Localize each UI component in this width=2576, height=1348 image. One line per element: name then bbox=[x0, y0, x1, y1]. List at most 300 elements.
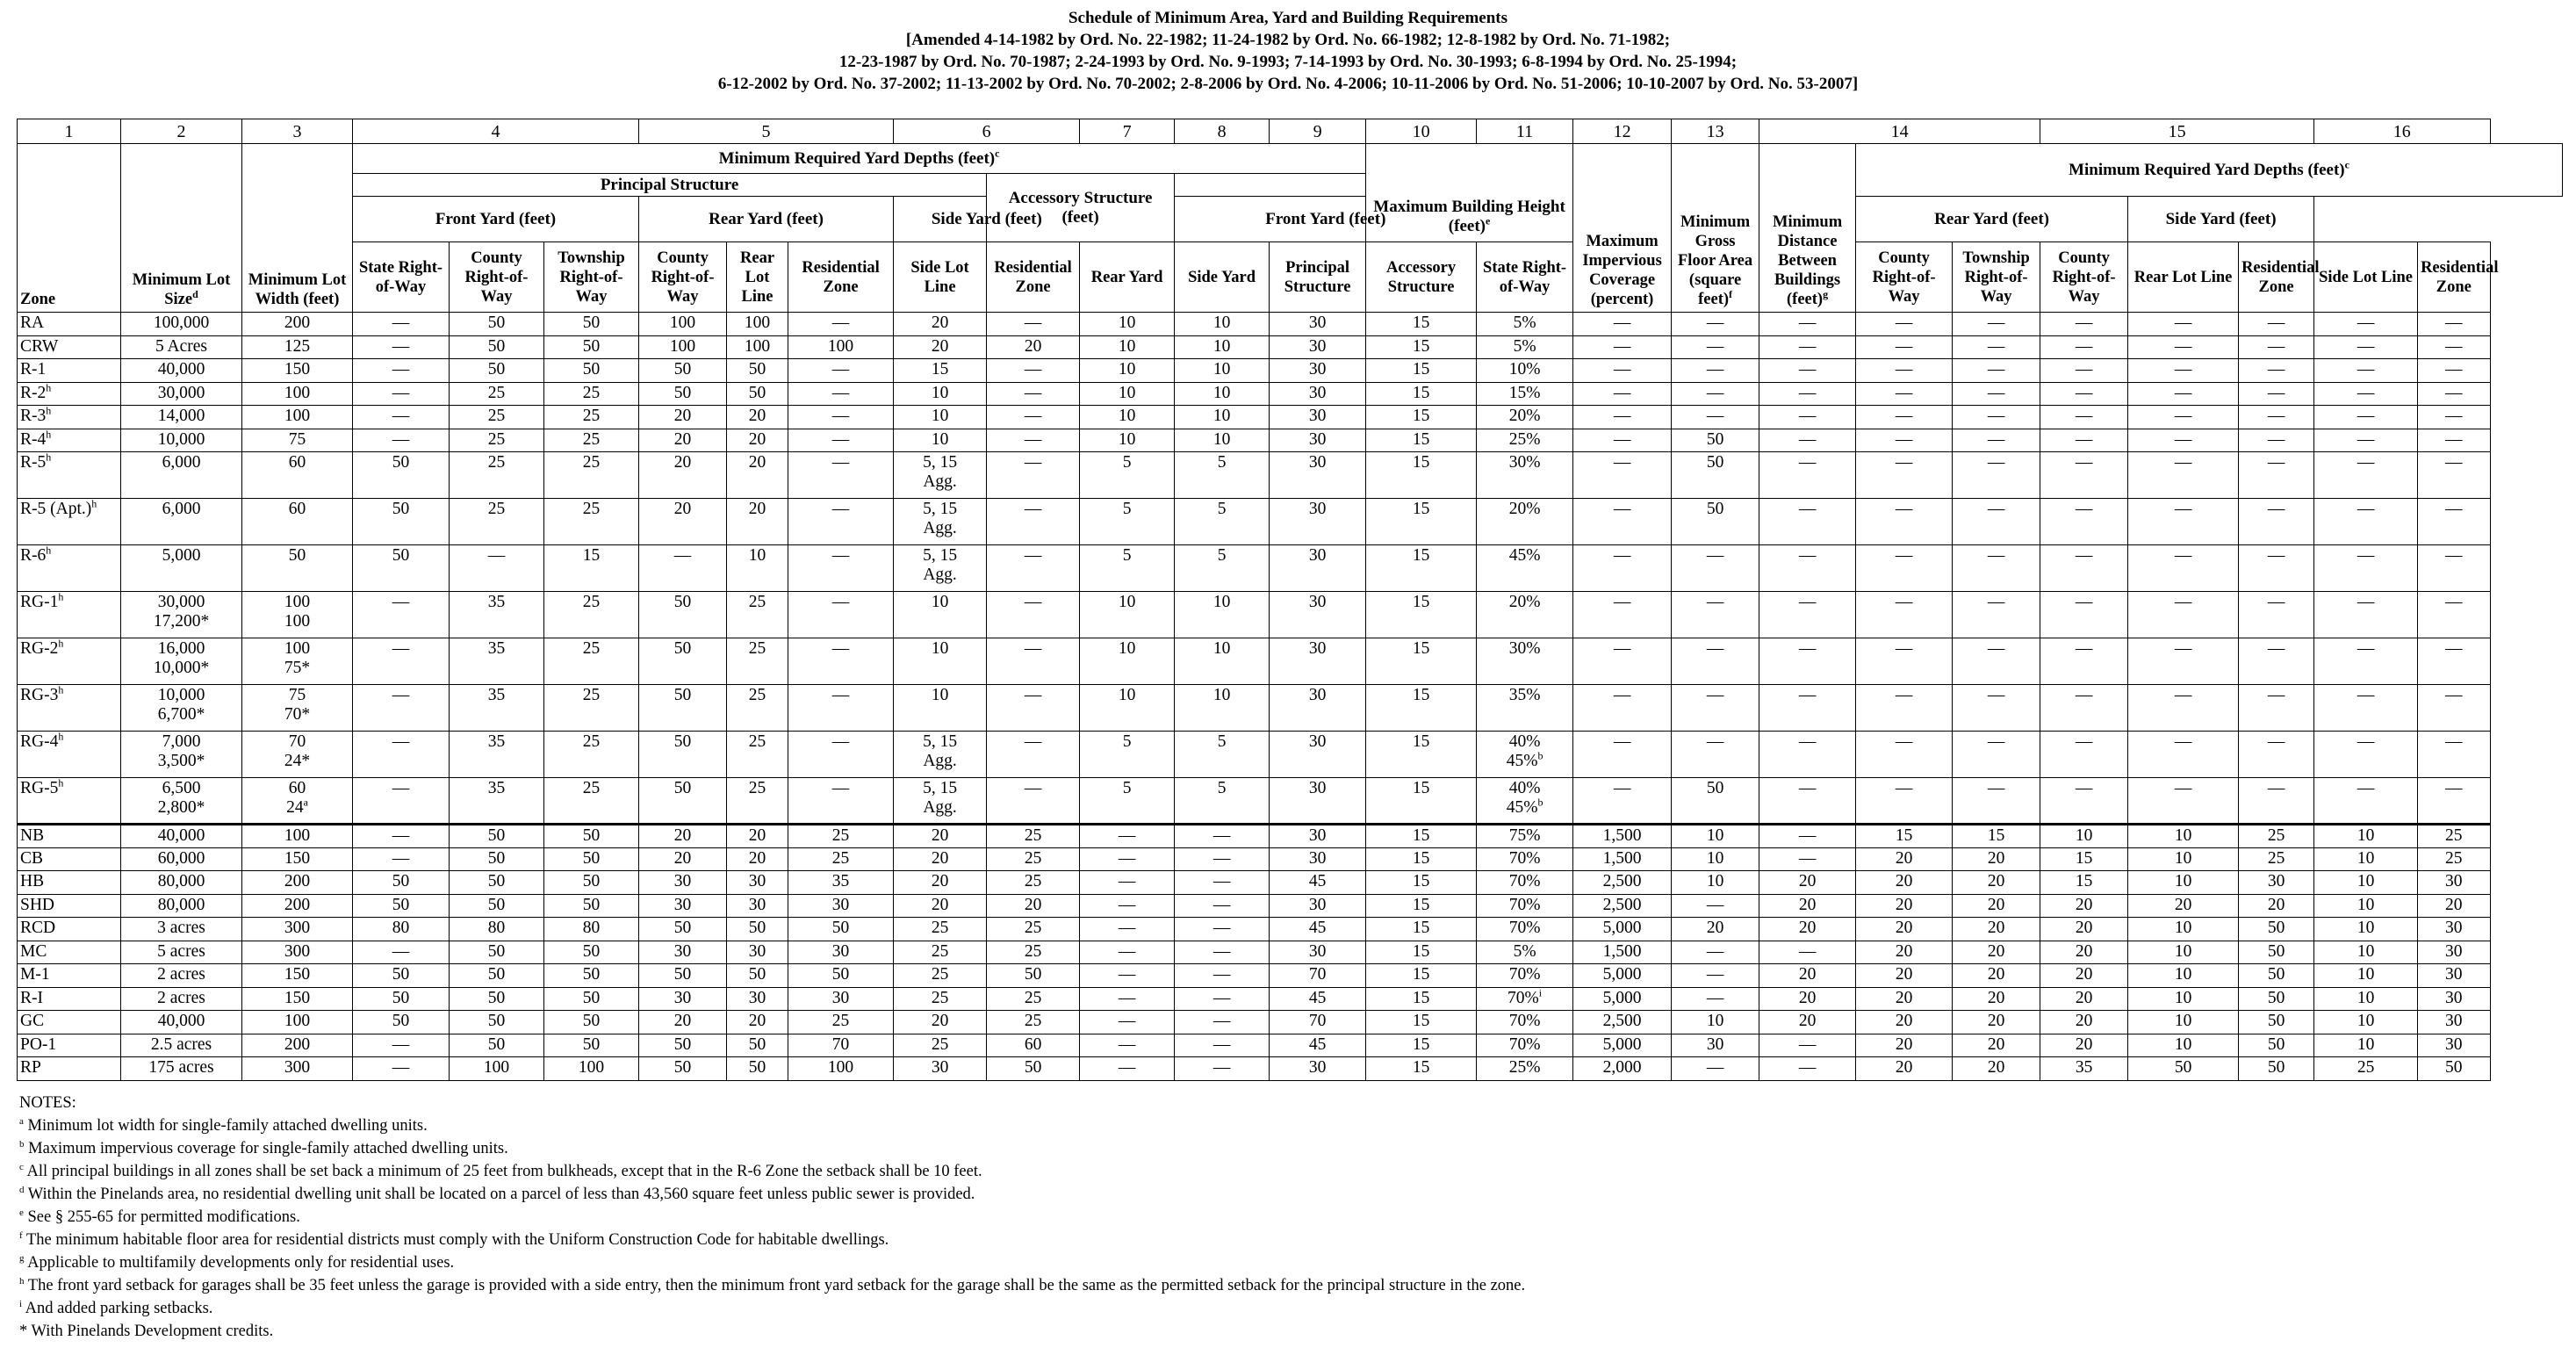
table-cell: 10 bbox=[2040, 825, 2128, 848]
table-cell: 30 bbox=[1270, 382, 1366, 406]
table-cell: — bbox=[2314, 732, 2418, 778]
table-cell: 10 bbox=[2128, 964, 2239, 988]
table-cell: 10 bbox=[894, 382, 987, 406]
table-cell: — bbox=[1856, 592, 1953, 638]
table-cell: — bbox=[353, 1034, 450, 1057]
table-cell: 5,000 bbox=[1573, 987, 1672, 1011]
table-cell: — bbox=[1175, 918, 1270, 941]
table-cell: 50 bbox=[727, 1034, 788, 1057]
table-cell: — bbox=[353, 313, 450, 336]
table-cell: 20 bbox=[2040, 1011, 2128, 1034]
table-cell: 30 bbox=[2239, 871, 2314, 895]
table-cell: 50 bbox=[2239, 964, 2314, 988]
note-item: $^i$ And added parking setbacks. bbox=[19, 1298, 213, 1317]
table-cell: 50 bbox=[544, 941, 639, 964]
table-cell: — bbox=[1856, 406, 1953, 429]
table-cell: 50 bbox=[544, 894, 639, 918]
table-cell: — bbox=[1573, 499, 1672, 545]
table-cell: 20 bbox=[2418, 894, 2490, 918]
table-cell: 30% bbox=[1477, 638, 1573, 685]
page-title: Schedule of Minimum Area, Yard and Building Requirements bbox=[1068, 9, 1508, 27]
table-cell: 45% bbox=[1477, 545, 1573, 592]
table-cell: — bbox=[1759, 313, 1856, 336]
table-cell: — bbox=[2314, 499, 2418, 545]
table-cell: — bbox=[1672, 406, 1759, 429]
table-cell: 25 bbox=[544, 638, 639, 685]
table-cell: 60 bbox=[987, 1034, 1080, 1057]
table-cell: — bbox=[1856, 685, 1953, 732]
table-cell: 50 bbox=[544, 987, 639, 1011]
table-cell: — bbox=[2239, 313, 2314, 336]
table-cell: — bbox=[788, 499, 894, 545]
table-row bbox=[18, 1011, 2563, 1034]
column-number: 15 bbox=[2040, 119, 2314, 144]
table-cell: 50 bbox=[1672, 499, 1759, 545]
table-cell: — bbox=[1672, 359, 1759, 383]
table-row bbox=[18, 499, 2563, 545]
table-cell: 50 bbox=[353, 499, 450, 545]
table-cell: 50 bbox=[353, 871, 450, 895]
table-cell: 60,000 bbox=[121, 847, 242, 871]
table-cell: — bbox=[353, 685, 450, 732]
table-cell: — bbox=[1759, 825, 1856, 848]
table-cell: — bbox=[2040, 335, 2128, 359]
table-cell: — bbox=[2128, 732, 2239, 778]
table-cell: — bbox=[1856, 545, 1953, 592]
column-number: 3 bbox=[242, 119, 353, 144]
table-cell: — bbox=[2314, 429, 2418, 452]
column-number: 13 bbox=[1672, 119, 1759, 144]
table-cell: — bbox=[1953, 638, 2040, 685]
table-cell: 10 bbox=[2314, 847, 2418, 871]
table-row bbox=[18, 871, 2563, 895]
zone-cell: SHD bbox=[18, 894, 121, 918]
table-cell: 50 bbox=[639, 918, 727, 941]
table-cell: 20 bbox=[727, 825, 788, 848]
table-cell: — bbox=[1856, 429, 1953, 452]
table-cell: — bbox=[2128, 382, 2239, 406]
table-cell: — bbox=[2239, 732, 2314, 778]
column-number: 6 bbox=[894, 119, 1080, 144]
table-cell: — bbox=[1856, 638, 1953, 685]
table-cell: 10 bbox=[1080, 685, 1175, 732]
header-front-yard-right: Front Yard (feet) bbox=[1175, 197, 1477, 242]
table-cell: — bbox=[2040, 638, 2128, 685]
table-cell: 100 bbox=[242, 825, 353, 848]
table-cell: 10% bbox=[1477, 359, 1573, 383]
table-cell: — bbox=[2040, 778, 2128, 825]
table-cell: 30,000 17,200* bbox=[121, 592, 242, 638]
table-cell: — bbox=[1672, 964, 1759, 988]
table-cell: — bbox=[1080, 847, 1175, 871]
table-row bbox=[18, 1057, 2563, 1081]
table-cell: 50 bbox=[450, 359, 544, 383]
table-cell: 2 acres bbox=[121, 964, 242, 988]
table-cell: 50 bbox=[987, 964, 1080, 988]
header-zone: Zone bbox=[18, 144, 121, 313]
table-cell: 10,000 6,700* bbox=[121, 685, 242, 732]
table-cell: 50 bbox=[639, 732, 727, 778]
table-cell: 100 bbox=[788, 1057, 894, 1081]
table-cell: — bbox=[2418, 545, 2490, 592]
table-cell: 10 bbox=[2128, 1011, 2239, 1034]
table-cell: 50 bbox=[639, 685, 727, 732]
table-cell: — bbox=[788, 359, 894, 383]
table-cell: — bbox=[2314, 685, 2418, 732]
table-cell: 20 bbox=[894, 335, 987, 359]
table-cell: 40% 45%$^b$ bbox=[1477, 732, 1573, 778]
table-cell: 75 bbox=[242, 429, 353, 452]
table-cell: 20 bbox=[1759, 918, 1856, 941]
table-cell: — bbox=[788, 685, 894, 732]
table-cell: 30 bbox=[788, 941, 894, 964]
table-cell: 35 bbox=[450, 685, 544, 732]
table-cell: — bbox=[987, 429, 1080, 452]
zone-cell: RG-4$^h$ bbox=[18, 732, 121, 778]
table-cell: 15 bbox=[1953, 825, 2040, 848]
table-cell: — bbox=[788, 545, 894, 592]
table-cell: — bbox=[1175, 894, 1270, 918]
table-cell: 30 bbox=[1270, 499, 1366, 545]
table-cell: 10 bbox=[1175, 685, 1270, 732]
table-cell: 50 bbox=[2128, 1057, 2239, 1081]
table-cell: 60 24$^a$ bbox=[242, 778, 353, 825]
table-cell: 35 bbox=[450, 638, 544, 685]
note-item: $^h$ The front yard setback for garages shall be 35 feet unless the garage is provided with a side entry, then the minimum front yard setback for the garage shall be the same as the permitted setback for the principal structure in the zone. bbox=[19, 1275, 1526, 1294]
table-cell: 50 bbox=[544, 847, 639, 871]
table-cell: 20 bbox=[1856, 964, 1953, 988]
table-cell: — bbox=[1573, 429, 1672, 452]
table-cell: — bbox=[1573, 313, 1672, 336]
table-cell: 100 bbox=[639, 335, 727, 359]
table-cell: 70 24* bbox=[242, 732, 353, 778]
table-cell: 5 bbox=[1080, 499, 1175, 545]
table-cell: — bbox=[1953, 359, 2040, 383]
table-cell: 20 bbox=[1953, 987, 2040, 1011]
table-cell: 6,000 bbox=[121, 452, 242, 499]
table-cell: — bbox=[353, 847, 450, 871]
table-cell: 70%$^i$ bbox=[1477, 987, 1573, 1011]
header-rear-yard-right: Rear Yard (feet) bbox=[1856, 197, 2128, 242]
table-cell: — bbox=[1573, 382, 1672, 406]
table-cell: — bbox=[987, 499, 1080, 545]
schedule-table bbox=[17, 119, 2563, 1081]
table-cell: 50 bbox=[450, 894, 544, 918]
table-cell: 50 bbox=[727, 359, 788, 383]
table-cell: 15 bbox=[1366, 452, 1477, 499]
table-cell: 10 bbox=[1175, 592, 1270, 638]
table-cell: — bbox=[2128, 499, 2239, 545]
table-cell: — bbox=[353, 335, 450, 359]
header-acc-side-yard: Side Yard bbox=[1175, 242, 1270, 313]
table-cell: — bbox=[2239, 335, 2314, 359]
header-township-row: Township Right-of-Way bbox=[1953, 242, 2040, 313]
table-cell: 10 bbox=[1080, 335, 1175, 359]
table-cell: — bbox=[1672, 1057, 1759, 1081]
table-cell: — bbox=[1759, 732, 1856, 778]
zone-cell: MC bbox=[18, 941, 121, 964]
zone-cell: RA bbox=[18, 313, 121, 336]
table-cell: 10 bbox=[2314, 871, 2418, 895]
table-cell: 15 bbox=[1366, 894, 1477, 918]
table-cell: 50 bbox=[639, 1034, 727, 1057]
header-acc-rear-yard: Rear Yard bbox=[1080, 242, 1175, 313]
table-cell: — bbox=[450, 545, 544, 592]
table-cell: 10 bbox=[1175, 406, 1270, 429]
table-cell: — bbox=[1759, 382, 1856, 406]
table-cell: 50 bbox=[353, 964, 450, 988]
table-cell: 30 bbox=[2418, 918, 2490, 941]
table-cell: — bbox=[1672, 732, 1759, 778]
table-cell: 25 bbox=[2418, 847, 2490, 871]
table-cell: — bbox=[2239, 685, 2314, 732]
table-cell: 1,500 bbox=[1573, 825, 1672, 848]
table-cell: 20 bbox=[1759, 871, 1856, 895]
table-cell: — bbox=[1856, 452, 1953, 499]
table-cell: 10 bbox=[1175, 335, 1270, 359]
table-cell: 300 bbox=[242, 918, 353, 941]
table-cell: 10,000 bbox=[121, 429, 242, 452]
table-cell: 20 bbox=[1953, 871, 2040, 895]
title-block bbox=[0, 7, 2576, 95]
table-cell: 25 bbox=[2239, 825, 2314, 848]
table-cell: — bbox=[2314, 313, 2418, 336]
table-cell: 25% bbox=[1477, 1057, 1573, 1081]
table-cell: 20 bbox=[1856, 1011, 1953, 1034]
table-cell: 20 bbox=[987, 335, 1080, 359]
table-cell: 60 bbox=[242, 452, 353, 499]
table-cell: — bbox=[1759, 406, 1856, 429]
table-cell: 5,000 bbox=[1573, 918, 1672, 941]
table-cell: 6,500 2,800* bbox=[121, 778, 242, 825]
table-cell: 30 bbox=[639, 941, 727, 964]
table-cell: 10 bbox=[894, 592, 987, 638]
table-cell: 20 bbox=[639, 429, 727, 452]
table-cell: — bbox=[2128, 429, 2239, 452]
table-cell: 45 bbox=[1270, 987, 1366, 1011]
table-cell: 25 bbox=[894, 987, 987, 1011]
table-cell: — bbox=[788, 732, 894, 778]
table-cell: 35 bbox=[2040, 1057, 2128, 1081]
zone-cell: NB bbox=[18, 825, 121, 848]
table-cell: 80 bbox=[544, 918, 639, 941]
table-cell: — bbox=[2239, 778, 2314, 825]
table-cell: — bbox=[639, 545, 727, 592]
table-cell: — bbox=[1759, 638, 1856, 685]
table-cell: 20 bbox=[1953, 1011, 2040, 1034]
table-cell: 30,000 bbox=[121, 382, 242, 406]
table-cell: 25 bbox=[727, 685, 788, 732]
table-cell: — bbox=[1080, 964, 1175, 988]
table-cell: 14,000 bbox=[121, 406, 242, 429]
table-cell: — bbox=[2239, 359, 2314, 383]
table-cell: — bbox=[788, 452, 894, 499]
table-cell: — bbox=[1672, 545, 1759, 592]
zone-cell: R-6$^h$ bbox=[18, 545, 121, 592]
table-cell: 10 bbox=[1175, 359, 1270, 383]
header-residential-zone: Residential Zone bbox=[788, 242, 894, 313]
table-cell: 35 bbox=[450, 592, 544, 638]
table-cell: 25 bbox=[788, 1011, 894, 1034]
header-min-yard-depths: Minimum Required Yard Depths (feet)$^c$ bbox=[353, 144, 1366, 174]
table-cell: — bbox=[2239, 592, 2314, 638]
table-cell: — bbox=[1953, 545, 2040, 592]
table-cell: — bbox=[1080, 1057, 1175, 1081]
table-cell: — bbox=[2418, 429, 2490, 452]
table-cell: 50 bbox=[450, 941, 544, 964]
table-cell: 30 bbox=[727, 894, 788, 918]
table-cell: 10 bbox=[2314, 918, 2418, 941]
table-cell: 20 bbox=[1953, 1057, 2040, 1081]
table-cell: — bbox=[2239, 406, 2314, 429]
table-cell: 25 bbox=[987, 1011, 1080, 1034]
table-cell: 35 bbox=[450, 732, 544, 778]
table-cell: 5% bbox=[1477, 941, 1573, 964]
table-cell: — bbox=[1953, 335, 2040, 359]
table-cell: 20 bbox=[894, 871, 987, 895]
column-number: 7 bbox=[1080, 119, 1175, 144]
table-cell: — bbox=[2418, 313, 2490, 336]
table-cell: 25 bbox=[987, 987, 1080, 1011]
table-cell: 70 bbox=[788, 1034, 894, 1057]
table-cell: — bbox=[1573, 592, 1672, 638]
table-cell: 20 bbox=[1759, 964, 1856, 988]
table-cell: 20 bbox=[1856, 871, 1953, 895]
table-cell: 70% bbox=[1477, 847, 1573, 871]
table-cell: 20 bbox=[2040, 894, 2128, 918]
table-cell: 50 bbox=[544, 359, 639, 383]
table-cell: 70% bbox=[1477, 918, 1573, 941]
header-rear-lot-line: Rear Lot Line bbox=[727, 242, 788, 313]
table-cell: 5,000 bbox=[121, 545, 242, 592]
table-row bbox=[18, 335, 2563, 359]
table-cell: 20 bbox=[1672, 918, 1759, 941]
table-cell: — bbox=[987, 382, 1080, 406]
table-cell: 20 bbox=[727, 429, 788, 452]
table-cell: — bbox=[2128, 335, 2239, 359]
table-cell: — bbox=[1573, 545, 1672, 592]
table-cell: 5 bbox=[1175, 499, 1270, 545]
table-cell: 2,500 bbox=[1573, 871, 1672, 895]
table-cell: 35 bbox=[450, 778, 544, 825]
zone-cell: CRW bbox=[18, 335, 121, 359]
table-cell: 5,000 bbox=[1573, 964, 1672, 988]
table-cell: — bbox=[788, 382, 894, 406]
table-cell: 25 bbox=[727, 638, 788, 685]
table-cell: 20% bbox=[1477, 592, 1573, 638]
table-cell: 20 bbox=[1759, 894, 1856, 918]
table-cell: 15 bbox=[1366, 545, 1477, 592]
table-cell: 50 bbox=[639, 964, 727, 988]
header-max-building-height: Maximum Building Height (feet)$^e$ bbox=[1366, 144, 1573, 242]
table-cell: — bbox=[788, 638, 894, 685]
table-cell: 15 bbox=[1366, 359, 1477, 383]
table-cell: 10 bbox=[2128, 987, 2239, 1011]
table-cell: — bbox=[2128, 638, 2239, 685]
schedule-body bbox=[18, 313, 2563, 1081]
table-cell: — bbox=[1672, 685, 1759, 732]
table-cell: — bbox=[353, 778, 450, 825]
table-row bbox=[18, 638, 2563, 685]
table-cell: — bbox=[1573, 685, 1672, 732]
table-cell: — bbox=[1175, 1057, 1270, 1081]
table-cell: 25 bbox=[544, 778, 639, 825]
table-cell: 50 bbox=[639, 382, 727, 406]
table-cell: 70% bbox=[1477, 894, 1573, 918]
table-cell: — bbox=[987, 545, 1080, 592]
table-cell: — bbox=[1672, 382, 1759, 406]
table-cell: 5 bbox=[1080, 452, 1175, 499]
table-cell: — bbox=[1953, 382, 2040, 406]
table-cell: 20 bbox=[987, 894, 1080, 918]
table-cell: — bbox=[1573, 406, 1672, 429]
column-number: 5 bbox=[639, 119, 894, 144]
table-cell: 25 bbox=[544, 685, 639, 732]
table-cell: — bbox=[2040, 382, 2128, 406]
table-cell: 45 bbox=[1270, 918, 1366, 941]
table-cell: 10 bbox=[2314, 894, 2418, 918]
table-cell: 5 acres bbox=[121, 941, 242, 964]
table-cell: 20 bbox=[2128, 894, 2239, 918]
table-cell: 70 bbox=[1270, 964, 1366, 988]
table-cell: 10 bbox=[1080, 592, 1175, 638]
table-cell: — bbox=[2239, 429, 2314, 452]
table-cell: — bbox=[987, 732, 1080, 778]
table-cell: 10 bbox=[2314, 964, 2418, 988]
table-cell: — bbox=[1080, 871, 1175, 895]
table-cell: — bbox=[2314, 545, 2418, 592]
zone-cell: RG-1$^h$ bbox=[18, 592, 121, 638]
header-accessory: Accessory Structure bbox=[1366, 242, 1477, 313]
header-county-row: County Right-of-Way bbox=[450, 242, 544, 313]
table-cell: 15 bbox=[1366, 499, 1477, 545]
table-cell: 50 bbox=[639, 1057, 727, 1081]
header-township-row: Township Right-of-Way bbox=[544, 242, 639, 313]
table-cell: — bbox=[353, 1057, 450, 1081]
table-cell: 30 bbox=[1270, 894, 1366, 918]
table-cell: 50 bbox=[727, 1057, 788, 1081]
table-row bbox=[18, 847, 2563, 871]
table-cell: 10 bbox=[1175, 382, 1270, 406]
table-cell: — bbox=[1856, 313, 1953, 336]
table-cell: 25 bbox=[727, 732, 788, 778]
zone-cell: M-1 bbox=[18, 964, 121, 988]
table-cell: — bbox=[1953, 313, 2040, 336]
table-cell: 20 bbox=[639, 499, 727, 545]
table-cell: 20% bbox=[1477, 499, 1573, 545]
table-cell: 30 bbox=[2418, 1034, 2490, 1057]
table-cell: 5% bbox=[1477, 313, 1573, 336]
note-item: $^b$ Maximum impervious coverage for single-family attached dwelling units. bbox=[19, 1138, 508, 1157]
table-cell: — bbox=[1856, 382, 1953, 406]
table-cell: 20 bbox=[639, 406, 727, 429]
table-cell: 50 bbox=[450, 1011, 544, 1034]
column-number-row bbox=[18, 119, 2563, 144]
table-cell: 50 bbox=[353, 545, 450, 592]
table-cell: — bbox=[353, 592, 450, 638]
table-cell: 25 bbox=[727, 778, 788, 825]
column-number: 9 bbox=[1270, 119, 1366, 144]
table-cell: — bbox=[1175, 847, 1270, 871]
table-cell: 75 70* bbox=[242, 685, 353, 732]
table-cell: — bbox=[1672, 313, 1759, 336]
table-cell: — bbox=[2418, 499, 2490, 545]
table-cell: 5 Acres bbox=[121, 335, 242, 359]
table-cell: — bbox=[987, 592, 1080, 638]
table-cell: 50 bbox=[1672, 778, 1759, 825]
table-cell: 20 bbox=[1759, 1011, 1856, 1034]
table-cell: 25 bbox=[894, 941, 987, 964]
